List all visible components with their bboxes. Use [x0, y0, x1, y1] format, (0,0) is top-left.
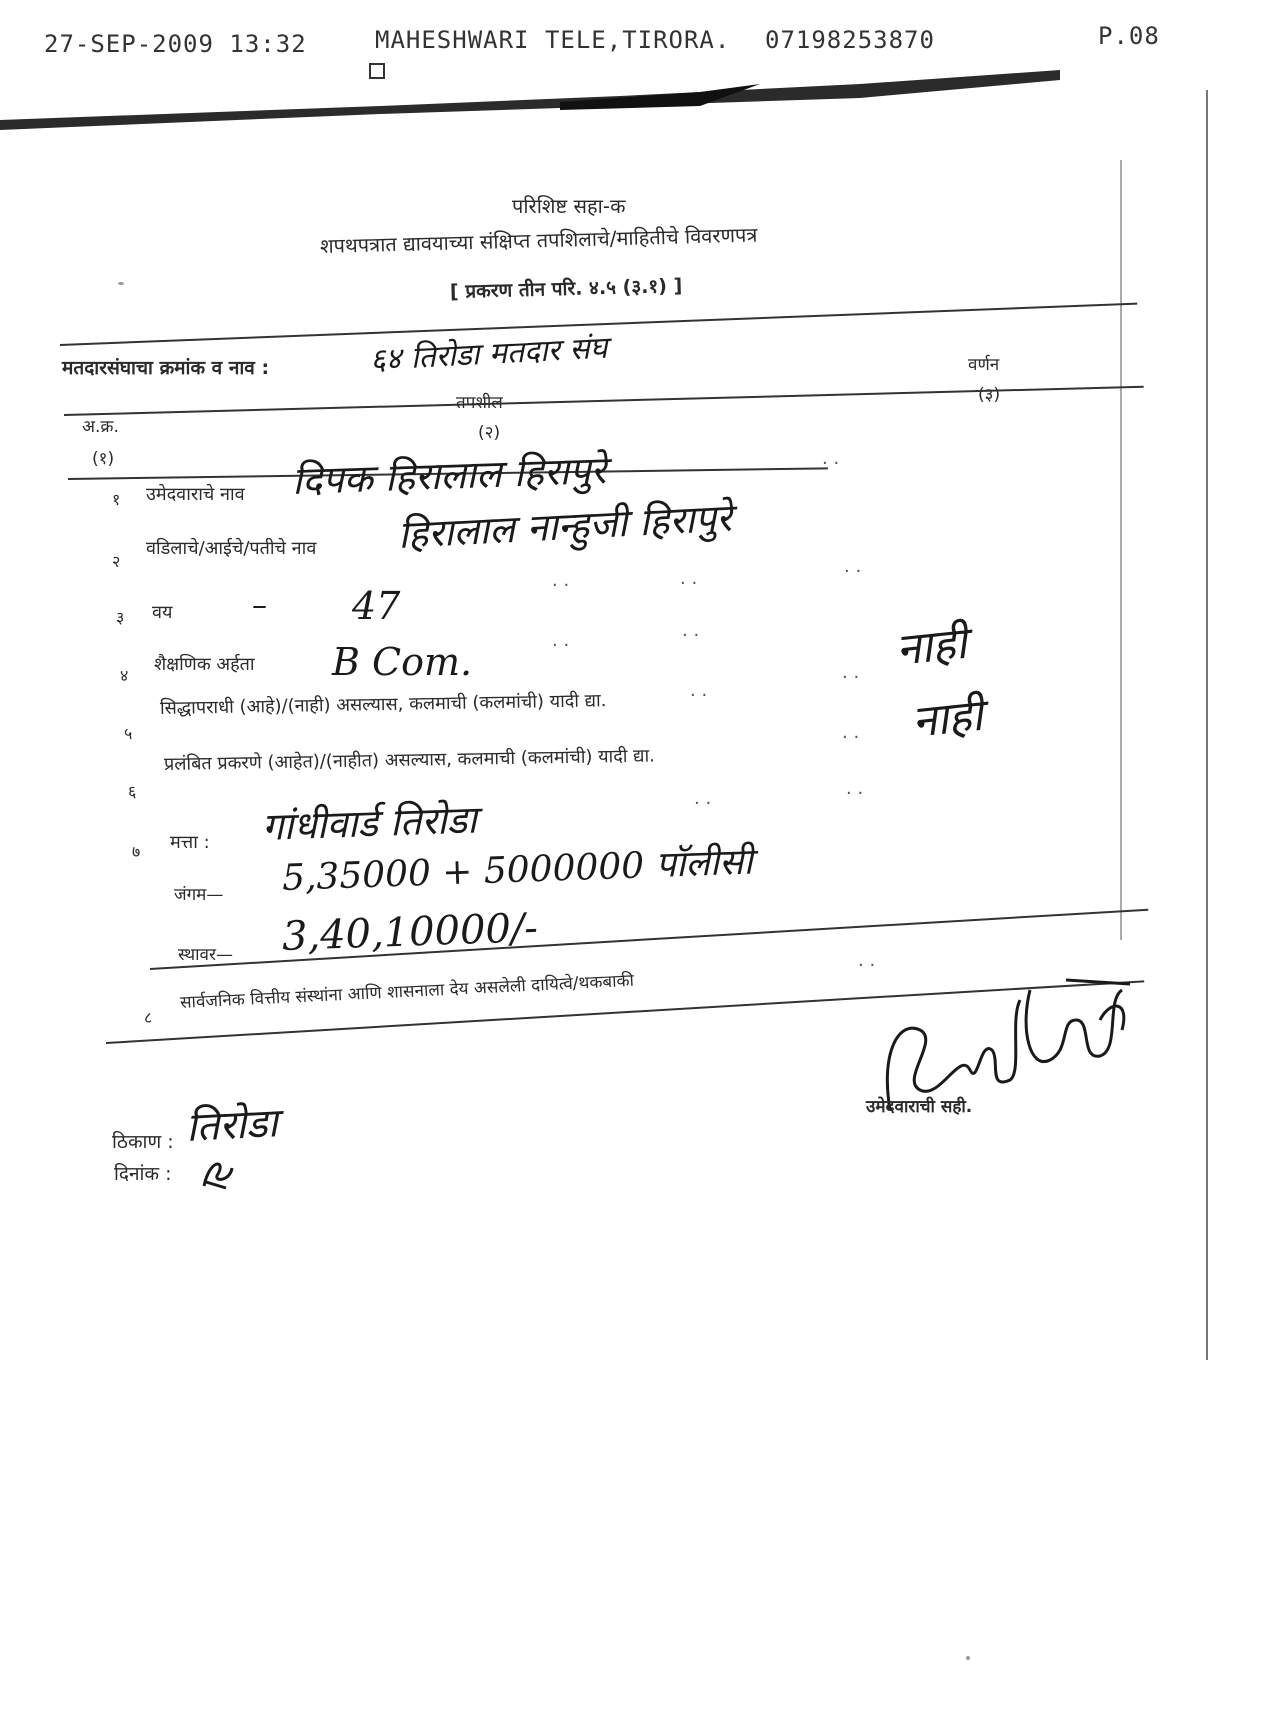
header-details: तपशील — [456, 393, 503, 413]
row-7-number: ७ — [132, 842, 141, 861]
row-4-label: शैक्षणिक अर्हता — [154, 654, 255, 675]
conviction-value: नाही — [893, 617, 970, 676]
address-value: गांधीवार्ड तिरोडा — [261, 797, 478, 849]
fax-datetime: 27-SEP-2009 13:32 — [44, 30, 307, 58]
row-8-number: ८ — [144, 1008, 153, 1027]
signature-label: उमेदवाराची सही. — [866, 1097, 973, 1117]
header-serial-num: (१) — [92, 449, 115, 469]
row-5-number: ५ — [124, 724, 133, 743]
row-4-number: ४ — [120, 666, 129, 685]
pending-cases-value: नाही — [909, 689, 986, 748]
row-3-label: वय — [152, 602, 173, 623]
form-title: शपथपत्रात द्यावयाच्या संक्षिप्त तपशिलाचे/माहितीचे विवरणपत्र — [319, 222, 758, 258]
header-description: वर्णन — [968, 355, 1000, 375]
row-6-number: ६ — [128, 782, 137, 801]
leader-dots: . . — [858, 950, 876, 971]
leader-dots: . . — [844, 556, 862, 577]
candidate-name: दिपक हिरालाल हिरापुरे — [291, 448, 607, 503]
date-scribble — [196, 1152, 240, 1196]
constituency-label: मतदारसंघाचा क्रमांक व नाव : — [62, 357, 270, 379]
date-label: दिनांक : — [114, 1163, 172, 1185]
constituency-value: ६४ तिरोडा मतदार संघ — [369, 330, 609, 378]
immovable-label: स्थावर— — [178, 945, 233, 965]
immovable-value: 3,40,10000/- — [281, 905, 539, 960]
leader-dots: . . — [846, 778, 864, 799]
father-name: हिरालाल नान्हुजी हिरापुरे — [396, 495, 733, 557]
page-edge-line-upper — [1120, 160, 1122, 940]
row-2-number: २ — [112, 552, 121, 571]
leader-dots: . . — [694, 788, 712, 809]
movable-value: 5,35000 + 5000000 पॉलीसी — [281, 841, 754, 899]
page-edge-line — [1206, 90, 1208, 1360]
row-6-label: प्रलंबित प्रकरणे (आहेत)/(नाहीत) असल्यास, कलमाची (कलमांची) यादी द्या. — [163, 745, 656, 775]
scan-speck — [118, 282, 124, 285]
fax-page-number: P.08 — [1098, 22, 1160, 50]
leader-dots: . . — [842, 722, 860, 743]
row-7-label: मत्ता : — [170, 832, 210, 853]
leader-dots: . . — [842, 662, 860, 683]
scan-speck — [966, 1656, 970, 1660]
leader-dots: . . — [690, 680, 708, 701]
header-serial: अ.क्र. — [82, 417, 119, 437]
row-3-number: ३ — [116, 608, 125, 627]
leader-dots: . . — [552, 630, 570, 651]
place-label: ठिकाण : — [112, 1131, 174, 1153]
age-dash: – — [252, 588, 267, 623]
leader-dots: . . — [822, 448, 840, 469]
education-value: B Com. — [332, 640, 473, 684]
fax-streak — [0, 62, 1060, 152]
form-reference: [ प्रकरण तीन परि. ४.५ (३.१) ] — [449, 274, 683, 303]
fax-phone: 07198253870 — [765, 26, 935, 54]
leader-dots: . . — [682, 620, 700, 641]
header-details-num: (२) — [478, 423, 501, 443]
movable-label: जंगम— — [174, 885, 224, 905]
header-description-num: (३) — [978, 385, 1001, 405]
row-5-label: सिद्धापराधी (आहे)/(नाही) असल्यास, कलमाची (कलमांची) यादी द्या. — [159, 690, 607, 719]
row-1-number: १ — [112, 490, 121, 509]
row-1-label: उमेदवाराचे नाव — [146, 484, 245, 505]
row-8-label: सार्वजनिक वित्तीय संस्थांना आणि शासनाला देय असलेली दायित्वे/थकबाकी — [179, 970, 635, 1013]
age-value: 47 — [352, 584, 401, 628]
row-2-label: वडिलाचे/आईचे/पतीचे नाव — [146, 538, 317, 559]
place-value: तिरोडा — [184, 1100, 279, 1151]
appendix-heading: परिशिष्ट सहा-क — [512, 194, 626, 218]
leader-dots: . . — [680, 568, 698, 589]
leader-dots: . . — [552, 570, 570, 591]
fax-sender: MAHESHWARI TELE,TIRORA. — [375, 26, 731, 54]
